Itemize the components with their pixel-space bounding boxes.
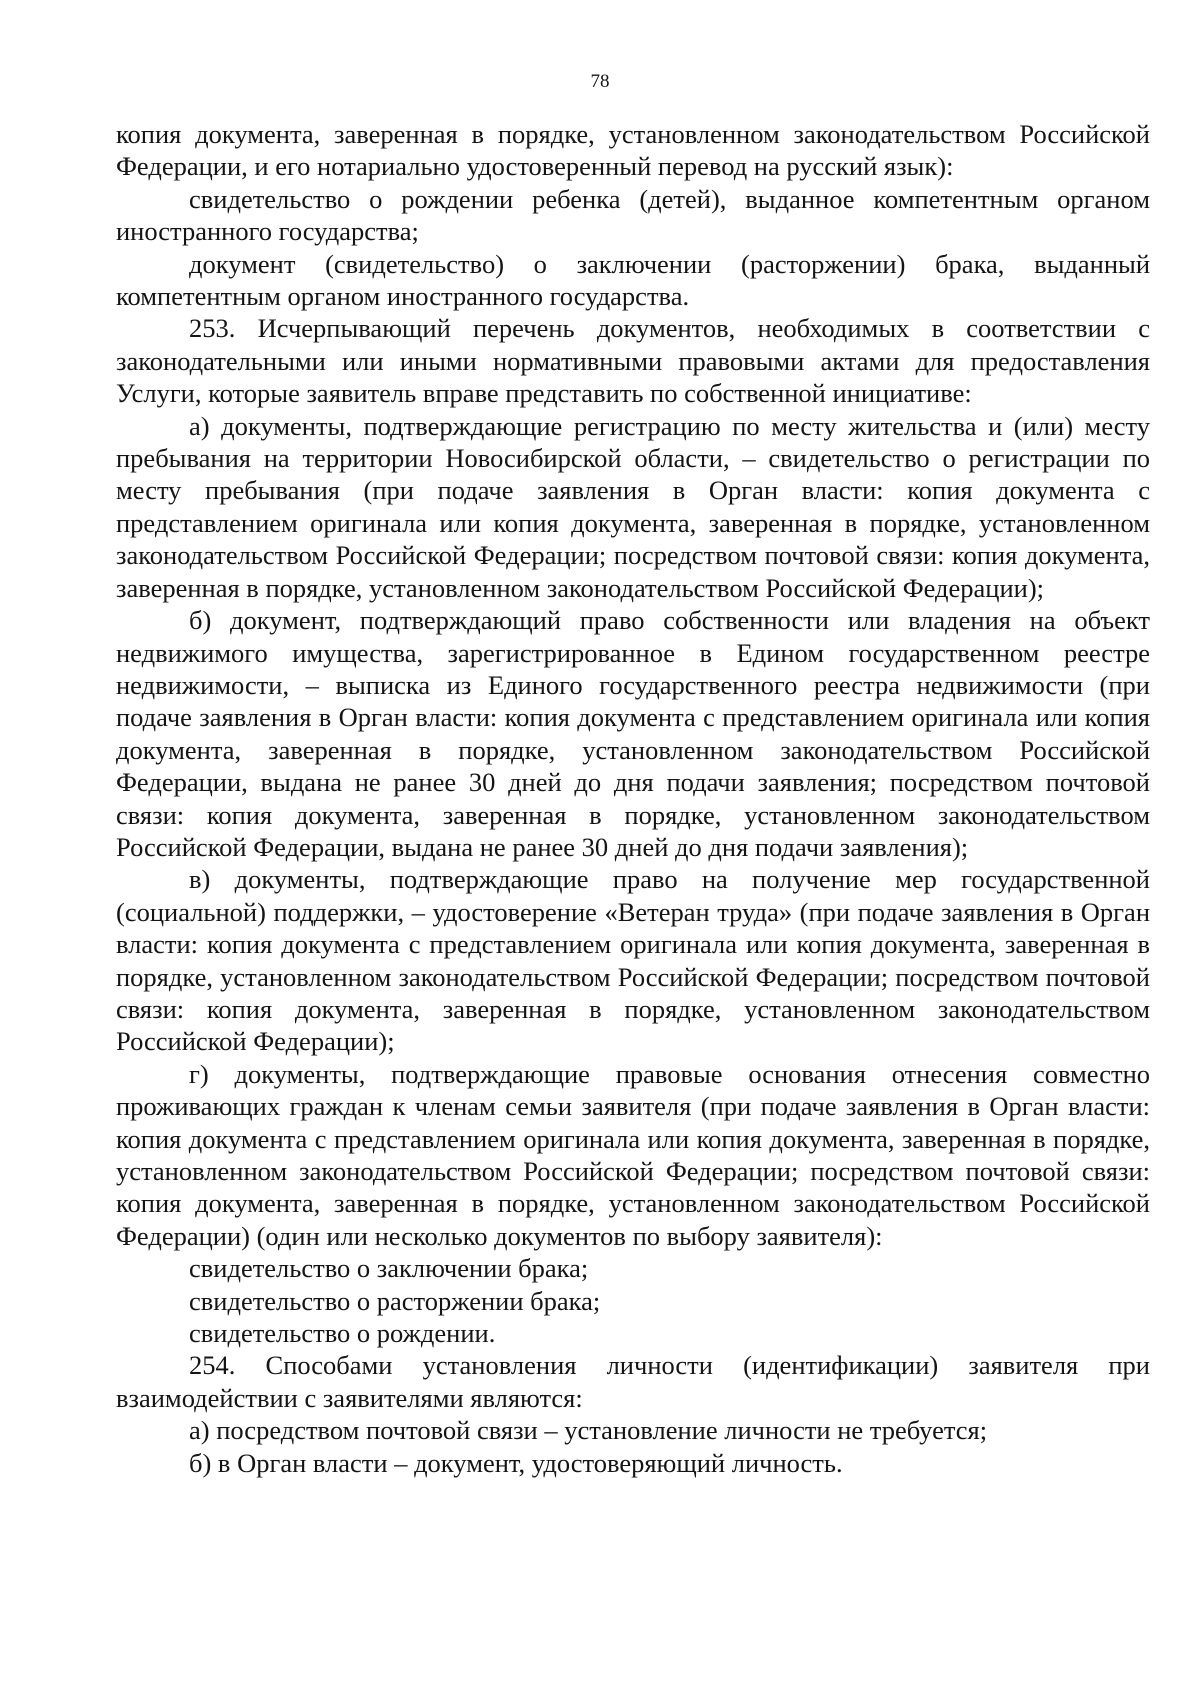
paragraph-254: 254. Способами установления личности (идентификации) заявителя при взаимодействии с заявителями являются: [116, 1350, 1150, 1413]
paragraph-translation-copy: копия документа, заверенная в порядке, установленном законодательством Российской Федерации, и его нотариально удостоверенный перевод на русский язык): [116, 119, 1150, 182]
paragraph-253-a: а) документы, подтверждающие регистрацию по месту жительства и (или) месту пребывания на территории Новосибирской области, – свидетельство о регистрации по месту пребывания (при подаче заявления в Орган власти: копия документа с представлением оригинала или копия документа, заверенная в порядке, установленном законодательством Российской Федерации; посредством почтовой связи: копия документа, заверенная в порядке, установленном законодательством Российской Федерации); [116, 410, 1150, 603]
paragraph-birth-certificate-foreign: свидетельство о рождении ребенка (детей), выданное компетентным органом иностранного государства; [116, 183, 1150, 247]
paragraph-marriage-document-foreign: документ (свидетельство) о заключении (расторжении) брака, выданный компетентным органом иностранного государства. [116, 248, 1150, 312]
page-number: 78 [590, 71, 610, 92]
paragraph-253-b: б) документ, подтверждающий право собственности или владения на объект недвижимого имущества, зарегистрированное в Едином государственном реестре недвижимости, – выписка из Единого государственного реестра недвижимости (при подаче заявления в Орган власти: копия документа с представлением оригинала или копия документа, заверенная в порядке, установленном законодательством Российской Федерации, выдана не ранее 30 дней до дня подачи заявления; посредством почтовой связи: копия документа, заверенная в порядке, установленном законодательством Российской Федерации, выдана не ранее 30 дней до дня подачи заявления); [116, 605, 1150, 862]
list-item-marriage-certificate: свидетельство о заключении брака; [189, 1253, 589, 1284]
paragraph-254-b: б) в Орган власти – документ, удостоверяющий личность. [189, 1447, 843, 1478]
paragraph-253: 253. Исчерпывающий перечень документов, необходимых в соответствии с законодательными или иными нормативными правовыми актами для предоставления Услуги, которые заявитель вправе представить по собственной инициативе: [116, 313, 1150, 409]
document-body [116, 118, 1150, 1479]
list-item-birth-certificate: свидетельство о рождении. [189, 1318, 496, 1349]
paragraph-254-a: а) посредством почтовой связи – установление личности не требуется; [189, 1415, 988, 1446]
paragraph-253-v: в) документы, подтверждающие право на получение мер государственной (социальной) поддержки, – удостоверение «Ветеран труда» (при подаче заявления в Орган власти: копия документа с представлением оригинала или копия документа, заверенная в порядке, установленном законодательством Российской Федерации; посредством почтовой связи: копия документа, заверенная в порядке, установленном законодательством Российской Федерации); [116, 864, 1150, 1057]
list-item-divorce-certificate: свидетельство о расторжении брака; [189, 1285, 601, 1316]
paragraph-253-g: г) документы, подтверждающие правовые основания отнесения совместно проживающих граждан к членам семьи заявителя (при подаче заявления в Орган власти: копия документа с представлением оригинала или копия документа, заверенная в порядке, установленном законодательством Российской Федерации; посредством почтовой связи: копия документа, заверенная в порядке, установленном законодательством Российской Федерации) (один или несколько документов по выбору заявителя): [116, 1058, 1150, 1251]
